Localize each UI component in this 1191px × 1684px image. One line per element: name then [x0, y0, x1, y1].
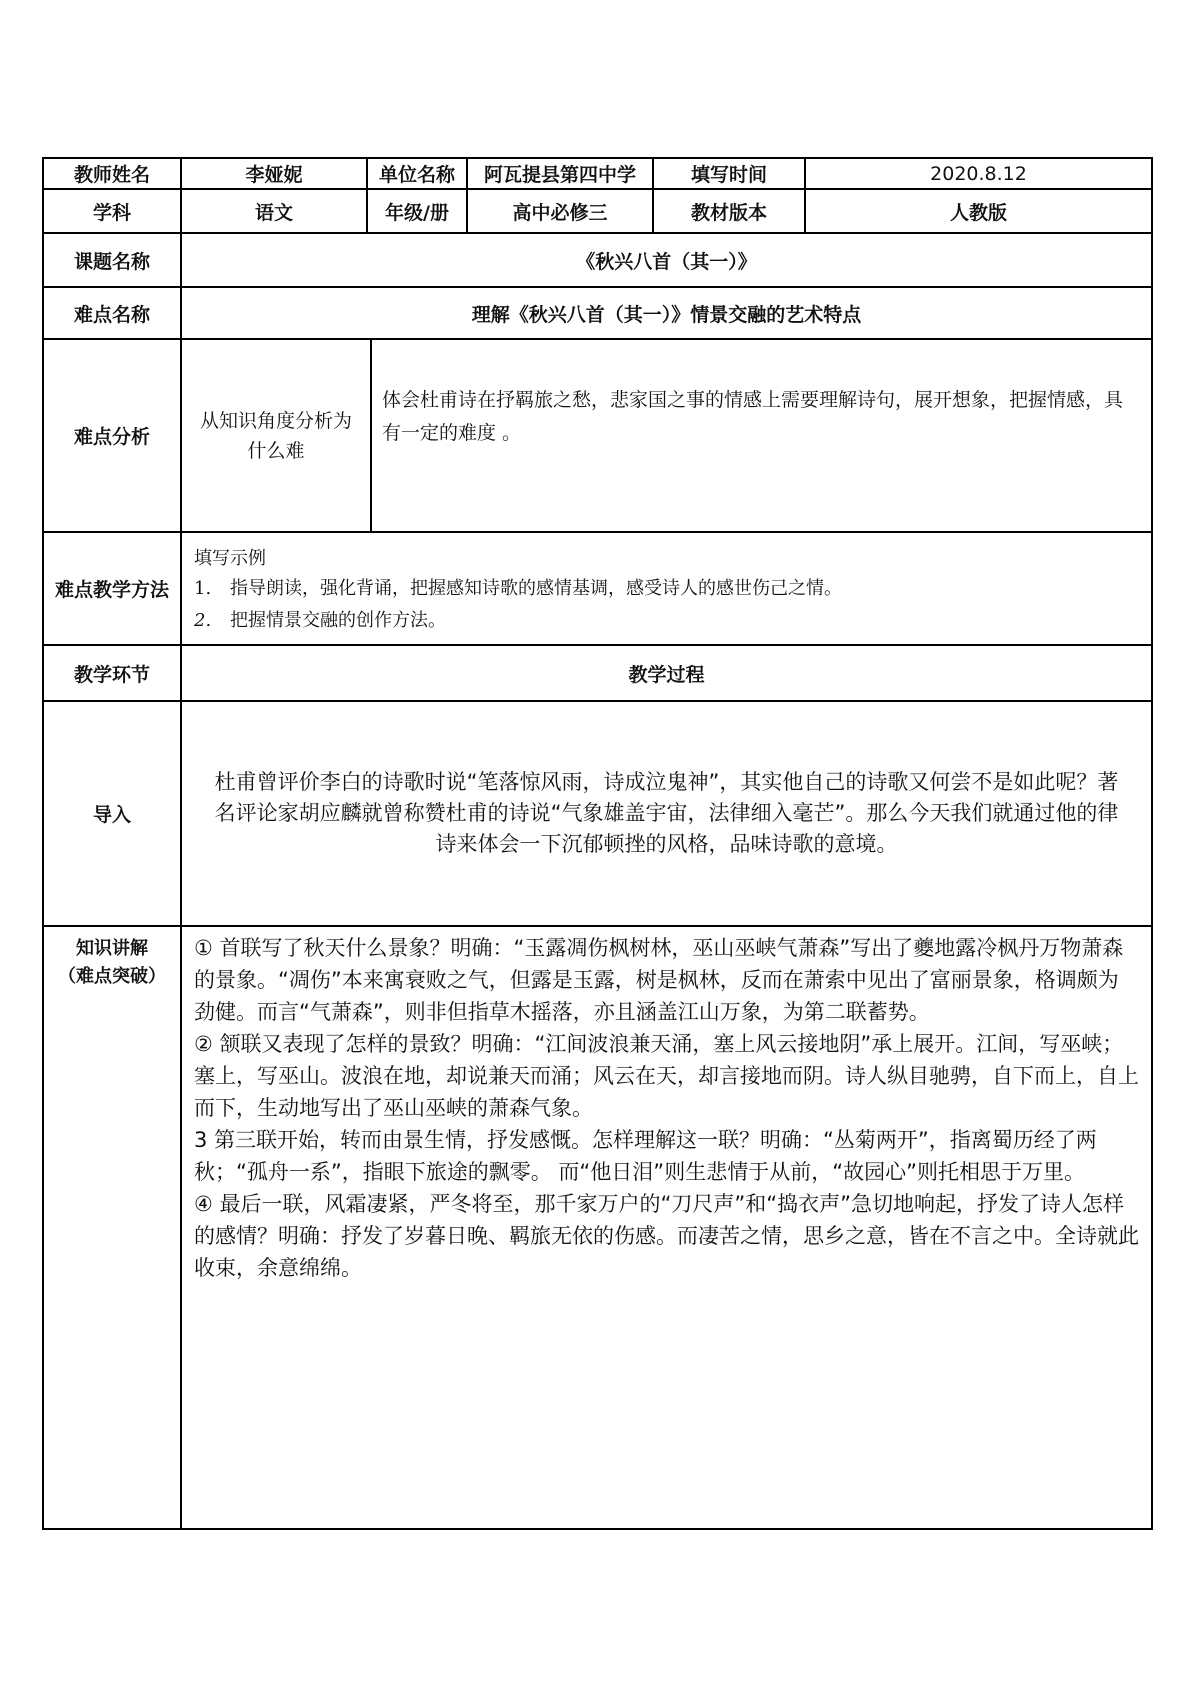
unit-value: 阿瓦提县第四中学 — [468, 159, 654, 188]
process-step-label: 教学环节 — [44, 646, 182, 700]
method-item-num: 2. — [194, 610, 212, 631]
difficulty-value: 理解《秋兴八首（其一）》情景交融的艺术特点 — [471, 303, 862, 326]
row-topic — [44, 234, 1151, 288]
row-process-header — [44, 646, 1151, 702]
analysis-label: 难点分析 — [44, 340, 182, 531]
explain-label-line2: （难点突破） — [58, 966, 166, 987]
row-subject — [44, 190, 1151, 234]
method-item-text: 指导朗读，强化背诵，把握感知诗歌的感情基调，感受诗人的感世伤己之情。 — [230, 578, 842, 599]
method-label: 难点教学方法 — [44, 533, 182, 644]
method-content — [182, 533, 1151, 644]
edition-value: 人教版 — [949, 201, 1007, 224]
analysis-sub-label: 从知识角度分析为什么难 — [182, 340, 372, 531]
lesson-plan-table — [42, 157, 1153, 1530]
process-label: 教学过程 — [628, 663, 705, 686]
row-intro — [44, 702, 1151, 927]
explain-label-line1: 知识讲解 — [76, 938, 148, 959]
row-explain — [44, 927, 1151, 1528]
intro-text: 杜甫曾评价李白的诗歌时说“笔落惊风雨，诗成泣鬼神”，其实他自己的诗歌又何尝不是如此呢？著名评论家胡应麟就曾称赞杜甫的诗说“气象雄盖宇宙，法律细入毫芒”。那么今天我们就通过他的律诗来体会一下沉郁顿挫的风格，品味诗歌的意境。 — [214, 770, 1119, 856]
explain-label-cell — [44, 927, 182, 1528]
method-item-text: 把握情景交融的创作方法。 — [230, 610, 446, 631]
edition-label: 教材版本 — [654, 190, 806, 232]
method-list — [194, 573, 842, 637]
explain-paragraph: ④ 最后一联，风霜凄紧，严冬将至，那千家万户的“刀尺声”和“捣衣声”急切地响起，抒发了诗人怎样的感情？明确：抒发了岁暮日晚、羁旅无依的伤感。而凄苦之情，思乡之意，皆在不言之中。全诗就此收束，余意绵绵。 — [194, 1192, 1139, 1280]
subject-label: 学科 — [44, 190, 182, 232]
grade-value: 高中必修三 — [468, 190, 654, 232]
method-heading: 填写示例 — [194, 548, 266, 569]
teacher-value: 李娅妮 — [182, 159, 368, 188]
row-teacher — [44, 159, 1151, 190]
date-label: 填写时间 — [654, 159, 806, 188]
explain-paragraph: ① 首联写了秋天什么景象？明确：“玉露凋伤枫树林，巫山巫峡气萧森”写出了夔地露冷枫丹万物萧森的景象。“凋伤”本来寓衰败之气，但露是玉露，树是枫林，反而在萧索中见出了富丽景象，格调颇为劲健。而言“气萧森”，则非但指草木摇落，亦且涵盖江山万象，为第二联蓄势。 — [194, 936, 1124, 1024]
method-item-num: 1. — [194, 578, 212, 599]
topic-value: 《秋兴八首（其一）》 — [576, 250, 757, 273]
difficulty-label: 难点名称 — [44, 288, 182, 338]
method-item — [194, 573, 842, 605]
row-difficulty — [44, 288, 1151, 340]
topic-label: 课题名称 — [44, 234, 182, 286]
explain-paragraph: 3 第三联开始，转而由景生情，抒发感慨。怎样理解这一联？明确：“丛菊两开”，指离蜀历经了两秋；“孤舟一系”，指眼下旅途的飘零。 而“他日泪”则生悲情于从前，“故园心”则托相思于万里。 — [194, 1128, 1097, 1184]
grade-label: 年级/册 — [368, 190, 468, 232]
row-analysis — [44, 340, 1151, 533]
method-item — [194, 605, 842, 637]
analysis-value: 体会杜甫诗在抒羁旅之愁，悲家国之事的情感上需要理解诗句，展开想象，把握情感，具有一定的难度 。 — [382, 389, 1124, 444]
explain-paragraph: ② 颔联又表现了怎样的景致？明确：“江间波浪兼天涌，塞上风云接地阴”承上展开。江间，写巫峡；塞上，写巫山。波浪在地，却说兼天而涌；风云在天，却言接地而阴。诗人纵目驰骋，自下而上，自上而下，生动地写出了巫山巫峡的萧森气象。 — [194, 1032, 1139, 1120]
row-method — [44, 533, 1151, 646]
subject-value: 语文 — [182, 190, 368, 232]
unit-label: 单位名称 — [368, 159, 468, 188]
explain-content — [182, 927, 1151, 1528]
date-value: 2020.8.12 — [930, 162, 1027, 185]
teacher-label: 教师姓名 — [44, 159, 182, 188]
intro-label: 导入 — [44, 702, 182, 925]
